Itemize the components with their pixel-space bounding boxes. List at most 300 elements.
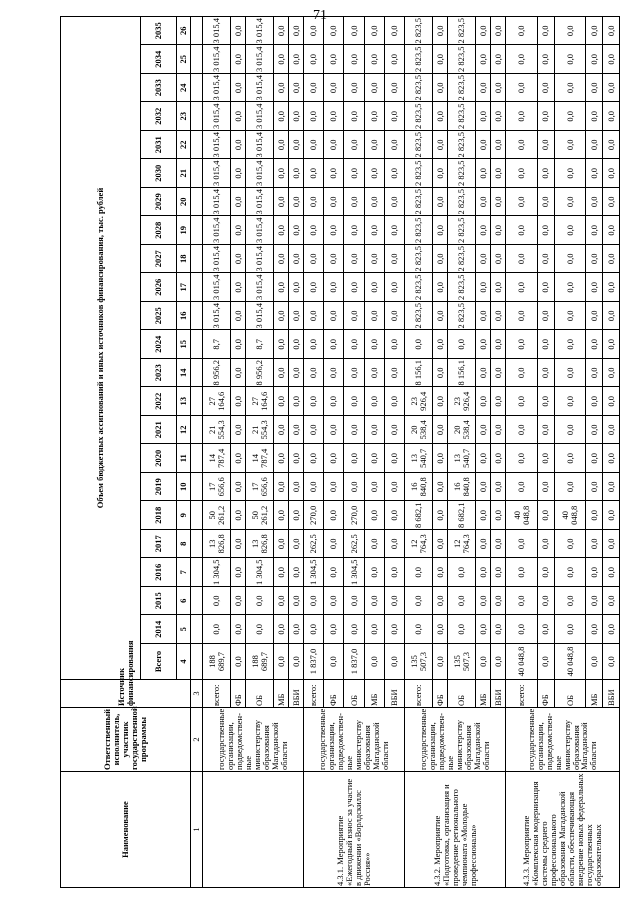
year-value-cell: 17 656,6 bbox=[246, 473, 274, 502]
year-value-cell: 0,0 bbox=[586, 330, 603, 359]
year-value-cell: 0,0 bbox=[274, 473, 289, 502]
spacer-cell bbox=[191, 302, 203, 331]
year-value-cell: 0,0 bbox=[384, 615, 404, 644]
header-year: 2019 bbox=[141, 473, 177, 502]
year-value-cell: 0,0 bbox=[364, 74, 384, 103]
year-value-cell: 0,0 bbox=[289, 330, 304, 359]
source-cell: ОБ bbox=[448, 680, 476, 708]
year-value-cell: 0,0 bbox=[344, 45, 364, 74]
year-value-cell: 0,0 bbox=[433, 473, 448, 502]
year-value-cell: 2 823,5 bbox=[405, 302, 433, 331]
year-value-cell: 0,0 bbox=[274, 416, 289, 445]
year-value-cell: 0,0 bbox=[384, 387, 404, 416]
year-value-cell: 0,0 bbox=[364, 558, 384, 587]
year-value-cell: 0,0 bbox=[364, 216, 384, 245]
year-value-cell: 0,0 bbox=[491, 17, 506, 46]
year-value-cell: 0,0 bbox=[324, 330, 344, 359]
year-value-cell: 3 015,4 bbox=[246, 273, 274, 302]
year-value-cell: 0,0 bbox=[344, 416, 364, 445]
year-value-cell: 0,0 bbox=[289, 273, 304, 302]
year-value-cell: 0,0 bbox=[506, 45, 538, 74]
spacer-cell bbox=[191, 131, 203, 160]
year-value-cell: 0,0 bbox=[289, 416, 304, 445]
year-value-cell: 270,0 bbox=[304, 501, 324, 530]
year-value-cell: 14 787,4 bbox=[203, 444, 231, 473]
activity-name: 4.3.1. Мероприятие «Ежегодный взнос за участие в движении «Ворлдскиллс Россия»» bbox=[304, 772, 405, 888]
year-value-cell: 0,0 bbox=[537, 273, 554, 302]
year-value-cell: 0,0 bbox=[344, 587, 364, 616]
year-value-cell: 0,0 bbox=[324, 216, 344, 245]
year-value-cell: 0,0 bbox=[554, 302, 586, 331]
year-value-cell: 0,0 bbox=[433, 159, 448, 188]
year-value-cell: 0,0 bbox=[476, 473, 491, 502]
year-value-cell: 0,0 bbox=[433, 444, 448, 473]
header-col-number: 12 bbox=[177, 416, 191, 445]
year-value-cell: 13 826,8 bbox=[203, 530, 231, 559]
year-value-cell: 0,0 bbox=[344, 302, 364, 331]
spacer-cell bbox=[191, 45, 203, 74]
year-value-cell: 0,0 bbox=[586, 102, 603, 131]
year-value-cell: 3 015,4 bbox=[246, 302, 274, 331]
year-value-cell: 0,0 bbox=[289, 558, 304, 587]
year-value-cell: 0,0 bbox=[231, 501, 246, 530]
year-value-cell: 0,0 bbox=[491, 473, 506, 502]
header-year: 2021 bbox=[141, 416, 177, 445]
year-value-cell: 3 015,4 bbox=[203, 17, 231, 46]
year-value-cell: 8 682,1 bbox=[405, 501, 433, 530]
year-value-cell: 0,0 bbox=[537, 74, 554, 103]
total-cell: 188 689,7 bbox=[246, 644, 274, 680]
financing-table bbox=[60, 16, 620, 888]
year-value-cell: 21 554,3 bbox=[203, 416, 231, 445]
year-value-cell: 0,0 bbox=[491, 501, 506, 530]
year-value-cell: 0,0 bbox=[603, 45, 620, 74]
year-value-cell: 2 823,5 bbox=[448, 74, 476, 103]
year-value-cell: 2 823,5 bbox=[448, 131, 476, 160]
spacer-cell bbox=[191, 359, 203, 388]
year-value-cell: 0,0 bbox=[274, 188, 289, 217]
year-value-cell: 0,0 bbox=[506, 159, 538, 188]
year-value-cell: 12 764,3 bbox=[448, 530, 476, 559]
source-cell: ВБИ bbox=[384, 680, 404, 708]
year-value-cell: 0,0 bbox=[384, 330, 404, 359]
year-value-cell: 3 015,4 bbox=[246, 216, 274, 245]
spacer-cell bbox=[191, 558, 203, 587]
year-value-cell: 13 540,7 bbox=[405, 444, 433, 473]
year-value-cell: 50 261,2 bbox=[203, 501, 231, 530]
year-value-cell: 2 823,5 bbox=[448, 45, 476, 74]
year-value-cell: 0,0 bbox=[304, 17, 324, 46]
year-value-cell: 0,0 bbox=[274, 330, 289, 359]
year-value-cell: 0,0 bbox=[304, 359, 324, 388]
year-value-cell: 0,0 bbox=[603, 501, 620, 530]
year-value-cell: 2 823,5 bbox=[405, 131, 433, 160]
header-name: Наименование bbox=[61, 772, 191, 888]
year-value-cell: 0,0 bbox=[231, 387, 246, 416]
year-value-cell: 0,0 bbox=[586, 159, 603, 188]
year-value-cell: 0,0 bbox=[586, 74, 603, 103]
year-value-cell: 0,0 bbox=[304, 473, 324, 502]
activity-name bbox=[203, 772, 304, 888]
year-value-cell: 0,0 bbox=[491, 102, 506, 131]
header-col-number: 21 bbox=[177, 159, 191, 188]
source-cell: всего: bbox=[506, 680, 538, 708]
source-cell: ОБ bbox=[246, 680, 274, 708]
year-value-cell: 8 156,1 bbox=[405, 359, 433, 388]
year-value-cell: 1 304,5 bbox=[344, 558, 364, 587]
header-year: 2022 bbox=[141, 387, 177, 416]
year-value-cell: 0,0 bbox=[506, 330, 538, 359]
year-value-cell: 0,0 bbox=[344, 74, 364, 103]
source-cell: ВБИ bbox=[491, 680, 506, 708]
year-value-cell: 0,0 bbox=[554, 558, 586, 587]
executor-name: государственные организации, подведомствен-ные министерству образования Магаданской области bbox=[304, 708, 405, 772]
year-value-cell: 3 015,4 bbox=[246, 188, 274, 217]
year-value-cell: 0,0 bbox=[491, 587, 506, 616]
header-year: 2024 bbox=[141, 330, 177, 359]
year-value-cell: 0,0 bbox=[274, 17, 289, 46]
year-value-cell: 0,0 bbox=[344, 17, 364, 46]
year-value-cell: 0,0 bbox=[304, 302, 324, 331]
year-value-cell: 0,0 bbox=[324, 501, 344, 530]
header-col-number: 19 bbox=[177, 216, 191, 245]
year-value-cell: 0,0 bbox=[304, 330, 324, 359]
year-value-cell: 0,0 bbox=[231, 131, 246, 160]
year-value-cell: 0,0 bbox=[364, 45, 384, 74]
spacer-cell bbox=[191, 216, 203, 245]
year-value-cell: 0,0 bbox=[537, 387, 554, 416]
year-value-cell: 2 823,5 bbox=[405, 74, 433, 103]
header-col-number: 20 bbox=[177, 188, 191, 217]
year-value-cell: 0,0 bbox=[506, 587, 538, 616]
source-cell: МБ bbox=[586, 680, 603, 708]
year-value-cell: 0,0 bbox=[231, 615, 246, 644]
source-cell: ОБ bbox=[344, 680, 364, 708]
year-value-cell: 3 015,4 bbox=[246, 17, 274, 46]
year-value-cell: 0,0 bbox=[324, 444, 344, 473]
year-value-cell: 0,0 bbox=[491, 74, 506, 103]
activity-name: 4.3.2. Мероприятие «Подготовка, организация и проведение регионального чемпионата «Молодые профессионалы» bbox=[405, 772, 506, 888]
source-cell: всего: bbox=[203, 680, 231, 708]
year-value-cell: 0,0 bbox=[586, 245, 603, 274]
year-value-cell: 0,0 bbox=[364, 615, 384, 644]
year-value-cell: 0,0 bbox=[554, 45, 586, 74]
year-value-cell: 8 156,1 bbox=[448, 359, 476, 388]
rotated-table-container bbox=[60, 18, 620, 888]
header-col-number: 26 bbox=[177, 17, 191, 46]
year-value-cell: 0,0 bbox=[289, 159, 304, 188]
header-year: 2031 bbox=[141, 131, 177, 160]
year-value-cell: 0,0 bbox=[324, 359, 344, 388]
year-value-cell: 0,0 bbox=[537, 17, 554, 46]
year-value-cell: 0,0 bbox=[384, 359, 404, 388]
year-value-cell: 0,0 bbox=[274, 216, 289, 245]
header-col-number: 2 bbox=[191, 708, 203, 772]
header-year: 2017 bbox=[141, 530, 177, 559]
year-value-cell: 3 015,4 bbox=[203, 131, 231, 160]
year-value-cell: 0,0 bbox=[304, 245, 324, 274]
year-value-cell: 0,0 bbox=[554, 159, 586, 188]
year-value-cell: 0,0 bbox=[586, 17, 603, 46]
year-value-cell: 0,0 bbox=[344, 102, 364, 131]
header-col-number: 13 bbox=[177, 387, 191, 416]
year-value-cell: 0,0 bbox=[476, 102, 491, 131]
total-cell: 0,0 bbox=[384, 644, 404, 680]
source-cell: всего: bbox=[405, 680, 433, 708]
year-value-cell: 0,0 bbox=[506, 473, 538, 502]
year-value-cell: 0,0 bbox=[603, 216, 620, 245]
year-value-cell: 0,0 bbox=[476, 302, 491, 331]
year-value-cell: 0,0 bbox=[274, 444, 289, 473]
year-value-cell: 0,0 bbox=[537, 530, 554, 559]
year-value-cell: 0,0 bbox=[364, 330, 384, 359]
spacer-cell bbox=[191, 644, 203, 680]
year-value-cell: 0,0 bbox=[324, 302, 344, 331]
year-value-cell: 0,0 bbox=[304, 102, 324, 131]
source-cell: МБ bbox=[364, 680, 384, 708]
table-row bbox=[506, 17, 538, 888]
year-value-cell: 0,0 bbox=[554, 330, 586, 359]
year-value-cell: 0,0 bbox=[433, 501, 448, 530]
year-value-cell: 0,0 bbox=[231, 416, 246, 445]
year-value-cell: 27 164,6 bbox=[246, 387, 274, 416]
year-value-cell: 0,0 bbox=[274, 615, 289, 644]
year-value-cell: 0,0 bbox=[476, 387, 491, 416]
year-value-cell: 0,0 bbox=[304, 45, 324, 74]
year-value-cell: 0,0 bbox=[364, 473, 384, 502]
year-value-cell: 2 823,5 bbox=[405, 17, 433, 46]
year-value-cell: 0,0 bbox=[274, 159, 289, 188]
header-col-number: 9 bbox=[177, 501, 191, 530]
year-value-cell: 20 538,4 bbox=[448, 416, 476, 445]
year-value-cell: 0,0 bbox=[364, 131, 384, 160]
year-value-cell: 0,0 bbox=[586, 473, 603, 502]
year-value-cell: 0,0 bbox=[364, 359, 384, 388]
year-value-cell: 262,5 bbox=[304, 530, 324, 559]
year-value-cell: 0,0 bbox=[231, 216, 246, 245]
total-cell: 0,0 bbox=[491, 644, 506, 680]
year-value-cell: 0,0 bbox=[384, 501, 404, 530]
year-value-cell: 0,0 bbox=[324, 245, 344, 274]
year-value-cell: 3 015,4 bbox=[203, 216, 231, 245]
year-value-cell: 270,0 bbox=[344, 501, 364, 530]
year-value-cell: 0,0 bbox=[603, 17, 620, 46]
year-value-cell: 0,0 bbox=[554, 444, 586, 473]
year-value-cell: 0,0 bbox=[554, 17, 586, 46]
year-value-cell: 0,0 bbox=[274, 558, 289, 587]
year-value-cell: 0,0 bbox=[476, 159, 491, 188]
year-value-cell: 0,0 bbox=[231, 473, 246, 502]
year-value-cell: 3 015,4 bbox=[203, 45, 231, 74]
year-value-cell: 0,0 bbox=[491, 188, 506, 217]
year-value-cell: 0,0 bbox=[506, 102, 538, 131]
header-col-number: 16 bbox=[177, 302, 191, 331]
year-value-cell: 0,0 bbox=[476, 131, 491, 160]
year-value-cell: 0,0 bbox=[586, 359, 603, 388]
year-value-cell: 2 823,5 bbox=[448, 159, 476, 188]
total-cell: 0,0 bbox=[433, 644, 448, 680]
header-col-number: 18 bbox=[177, 245, 191, 274]
year-value-cell: 0,0 bbox=[491, 330, 506, 359]
year-value-cell: 0,0 bbox=[289, 17, 304, 46]
year-value-cell: 0,0 bbox=[405, 587, 433, 616]
year-value-cell: 21 554,3 bbox=[246, 416, 274, 445]
year-value-cell: 0,0 bbox=[246, 615, 274, 644]
year-value-cell: 2 823,5 bbox=[448, 102, 476, 131]
year-value-cell: 0,0 bbox=[289, 387, 304, 416]
year-value-cell: 0,0 bbox=[554, 74, 586, 103]
year-value-cell: 0,0 bbox=[506, 216, 538, 245]
header-year: 2016 bbox=[141, 558, 177, 587]
year-value-cell: 0,0 bbox=[289, 473, 304, 502]
year-value-cell: 0,0 bbox=[476, 558, 491, 587]
year-value-cell: 0,0 bbox=[274, 387, 289, 416]
year-value-cell: 0,0 bbox=[364, 102, 384, 131]
table-row bbox=[203, 17, 231, 888]
year-value-cell: 0,0 bbox=[364, 416, 384, 445]
year-value-cell: 0,0 bbox=[304, 131, 324, 160]
year-value-cell: 0,0 bbox=[231, 45, 246, 74]
header-col-number: 5 bbox=[177, 615, 191, 644]
year-value-cell: 0,0 bbox=[324, 473, 344, 502]
header-col-number: 3 bbox=[191, 680, 203, 708]
year-value-cell: 0,0 bbox=[476, 444, 491, 473]
year-value-cell: 0,0 bbox=[231, 245, 246, 274]
year-value-cell: 0,0 bbox=[384, 17, 404, 46]
year-value-cell: 0,0 bbox=[537, 587, 554, 616]
year-value-cell: 0,0 bbox=[476, 615, 491, 644]
year-value-cell: 0,0 bbox=[289, 615, 304, 644]
header-col-number: 10 bbox=[177, 473, 191, 502]
year-value-cell: 2 823,5 bbox=[405, 188, 433, 217]
year-value-cell: 8,7 bbox=[203, 330, 231, 359]
year-value-cell: 0,0 bbox=[344, 245, 364, 274]
spacer-cell bbox=[191, 102, 203, 131]
year-value-cell: 0,0 bbox=[384, 74, 404, 103]
source-cell: МБ bbox=[476, 680, 491, 708]
year-value-cell: 0,0 bbox=[274, 587, 289, 616]
year-value-cell: 16 840,8 bbox=[405, 473, 433, 502]
year-value-cell: 50 261,2 bbox=[246, 501, 274, 530]
year-value-cell: 0,0 bbox=[554, 587, 586, 616]
year-value-cell: 0,0 bbox=[433, 45, 448, 74]
total-cell: 0,0 bbox=[537, 644, 554, 680]
year-value-cell: 0,0 bbox=[476, 45, 491, 74]
page-number: 71 bbox=[313, 8, 327, 23]
header-year: 2027 bbox=[141, 245, 177, 274]
header-col-number: 11 bbox=[177, 444, 191, 473]
year-value-cell: 0,0 bbox=[476, 330, 491, 359]
year-value-cell: 0,0 bbox=[603, 188, 620, 217]
year-value-cell: 0,0 bbox=[506, 131, 538, 160]
year-value-cell: 0,0 bbox=[324, 45, 344, 74]
year-value-cell: 0,0 bbox=[433, 188, 448, 217]
year-value-cell: 0,0 bbox=[537, 444, 554, 473]
year-value-cell: 0,0 bbox=[603, 444, 620, 473]
year-value-cell: 0,0 bbox=[384, 473, 404, 502]
executor-name: государственные организации, подведомствен-ные министерству образования Магаданской области bbox=[203, 708, 304, 772]
spacer-cell bbox=[191, 501, 203, 530]
year-value-cell: 0,0 bbox=[537, 501, 554, 530]
year-value-cell: 0,0 bbox=[384, 302, 404, 331]
year-value-cell: 12 764,3 bbox=[405, 530, 433, 559]
spacer-cell bbox=[191, 587, 203, 616]
year-value-cell: 0,0 bbox=[384, 416, 404, 445]
header-year: 2023 bbox=[141, 359, 177, 388]
year-value-cell: 0,0 bbox=[364, 302, 384, 331]
year-value-cell: 0,0 bbox=[603, 473, 620, 502]
year-value-cell: 0,0 bbox=[603, 387, 620, 416]
year-value-cell: 0,0 bbox=[537, 216, 554, 245]
year-value-cell: 0,0 bbox=[384, 102, 404, 131]
year-value-cell: 0,0 bbox=[506, 273, 538, 302]
year-value-cell: 0,0 bbox=[433, 558, 448, 587]
year-value-cell: 1 304,5 bbox=[246, 558, 274, 587]
year-value-cell: 0,0 bbox=[491, 530, 506, 559]
year-value-cell: 0,0 bbox=[304, 273, 324, 302]
header-year: 2029 bbox=[141, 188, 177, 217]
year-value-cell: 0,0 bbox=[476, 74, 491, 103]
year-value-cell: 2 823,5 bbox=[405, 159, 433, 188]
year-value-cell: 0,0 bbox=[586, 530, 603, 559]
year-value-cell: 0,0 bbox=[586, 216, 603, 245]
year-value-cell: 0,0 bbox=[491, 444, 506, 473]
year-value-cell: 0,0 bbox=[537, 330, 554, 359]
year-value-cell: 0,0 bbox=[324, 530, 344, 559]
year-value-cell: 0,0 bbox=[304, 216, 324, 245]
year-value-cell: 0,0 bbox=[344, 131, 364, 160]
year-value-cell: 0,0 bbox=[433, 216, 448, 245]
year-value-cell: 0,0 bbox=[554, 359, 586, 388]
year-value-cell: 0,0 bbox=[554, 216, 586, 245]
year-value-cell: 0,0 bbox=[203, 587, 231, 616]
year-value-cell: 0,0 bbox=[603, 74, 620, 103]
total-cell: 40 048,8 bbox=[506, 644, 538, 680]
spacer-cell bbox=[191, 74, 203, 103]
year-value-cell: 0,0 bbox=[506, 444, 538, 473]
year-value-cell: 0,0 bbox=[603, 359, 620, 388]
year-value-cell: 0,0 bbox=[537, 131, 554, 160]
year-value-cell: 0,0 bbox=[603, 131, 620, 160]
year-value-cell: 0,0 bbox=[344, 473, 364, 502]
header-year: 2033 bbox=[141, 74, 177, 103]
year-value-cell: 0,0 bbox=[344, 330, 364, 359]
total-cell: 135 507,3 bbox=[405, 644, 433, 680]
header-col-number: 14 bbox=[177, 359, 191, 388]
year-value-cell: 0,0 bbox=[537, 102, 554, 131]
year-value-cell: 0,0 bbox=[433, 17, 448, 46]
year-value-cell: 0,0 bbox=[448, 558, 476, 587]
source-cell: ФБ bbox=[433, 680, 448, 708]
year-value-cell: 0,0 bbox=[476, 273, 491, 302]
total-cell: 0,0 bbox=[586, 644, 603, 680]
year-value-cell: 0,0 bbox=[506, 74, 538, 103]
year-value-cell: 0,0 bbox=[537, 416, 554, 445]
year-value-cell: 0,0 bbox=[274, 501, 289, 530]
year-value-cell: 0,0 bbox=[274, 302, 289, 331]
year-value-cell: 3 015,4 bbox=[246, 131, 274, 160]
year-value-cell: 1 304,5 bbox=[203, 558, 231, 587]
year-value-cell: 0,0 bbox=[274, 530, 289, 559]
year-value-cell: 0,0 bbox=[506, 615, 538, 644]
year-value-cell: 0,0 bbox=[289, 444, 304, 473]
year-value-cell: 40 048,8 bbox=[554, 501, 586, 530]
year-value-cell: 3 015,4 bbox=[246, 245, 274, 274]
activity-name: 4.3.3. Мероприятие «Комплексная модернизация системы среднего профессионального образования Магаданской области, обеспечивающая внедрение новых федеральных государственных образовательных bbox=[506, 772, 620, 888]
year-value-cell: 0,0 bbox=[364, 530, 384, 559]
year-value-cell: 0,0 bbox=[603, 615, 620, 644]
year-value-cell: 2 823,5 bbox=[405, 273, 433, 302]
